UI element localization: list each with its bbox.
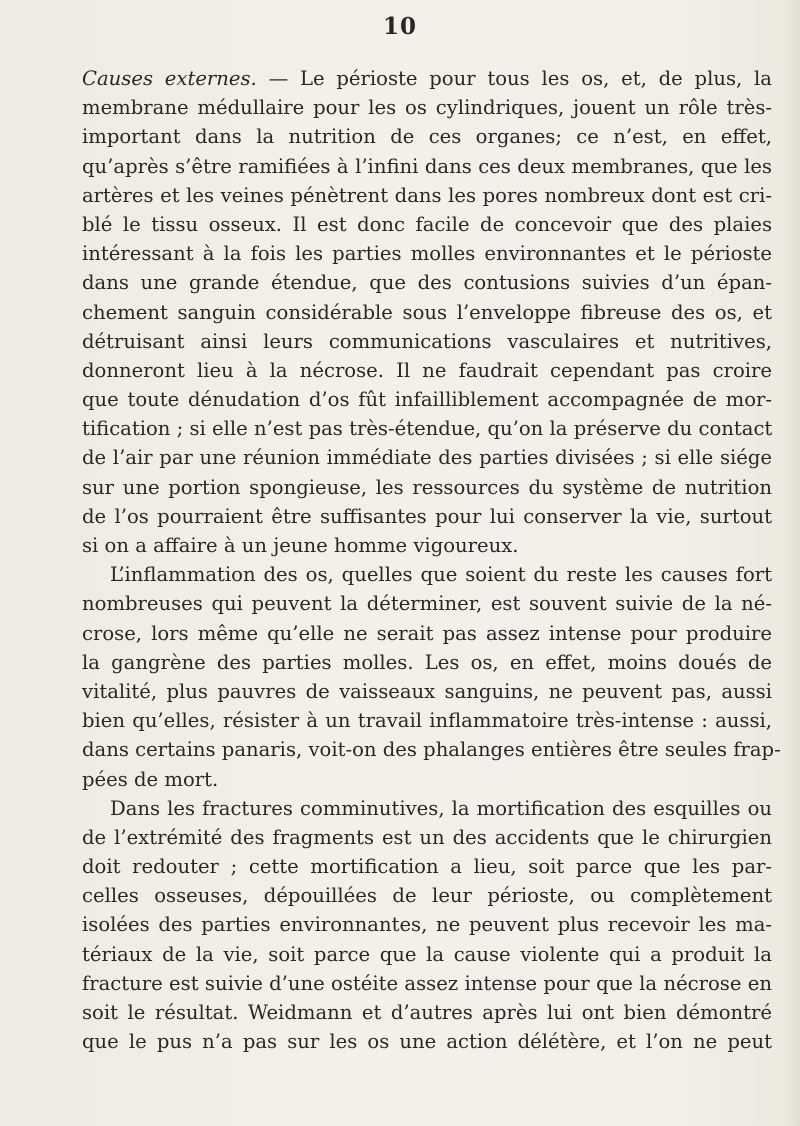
- text-line: de l’os pourraient être suffisantes pour lui conserver la vie, surtout: [82, 504, 772, 528]
- text-line: que toute dénudation d’os fût infailliblement accompagnée de mor-: [82, 388, 772, 412]
- text-line: celles osseuses, dépouillées de leur périoste, ou complètement: [82, 884, 772, 908]
- text-line: Dans les fractures comminutives, la mortification des esquilles ou: [110, 796, 772, 820]
- text-line: membrane médullaire pour les os cylindriques, jouent un rôle très-: [82, 96, 772, 120]
- page-edge-shadow: [786, 0, 800, 1126]
- text-line: tification ; si elle n’est pas très-étendue, qu’on la préserve du contact: [82, 417, 773, 441]
- text-line: vitalité, plus pauvres de vaisseaux sanguins, ne peuvent pas, aussi: [82, 679, 772, 703]
- text-line: pées de mort.: [82, 767, 219, 791]
- section-heading-italic: Causes externes.: [82, 67, 257, 90]
- text-line: la gangrène des parties molles. Les os, en effet, moins doués de: [82, 650, 772, 674]
- text-line: isolées des parties environnantes, ne peuvent plus recevoir les ma-: [82, 913, 772, 937]
- text-line: intéressant à la fois les parties molles environnantes et le périoste: [82, 242, 772, 266]
- text-line: fracture est suivie d’une ostéite assez intense pour que la nécrose en: [82, 971, 772, 995]
- text-line: tériaux de la vie, soit parce que la cause violente qui a produit la: [82, 942, 772, 966]
- text-line: détruisant ainsi leurs communications vasculaires et nutritives,: [82, 329, 772, 353]
- page-number: 10: [382, 13, 417, 40]
- text-line: si on a affaire à un jeune homme vigoureux.: [82, 534, 519, 557]
- text-line: dans une grande étendue, que des contusions suivies d’un épan-: [82, 271, 772, 295]
- text-line: artères et les veines pénètrent dans les pores nombreux dont est cri-: [82, 183, 772, 207]
- text-line: de l’air par une réunion immédiate des parties divisées ; si elle siége: [82, 446, 772, 470]
- text-line: crose, lors même qu’elle ne serait pas assez intense pour produire: [82, 621, 772, 645]
- text-line: sur une portion spongieuse, les ressources du système de nutrition: [82, 475, 772, 499]
- text-line: de l’extrémité des fragments est un des accidents que le chirurgien: [82, 825, 772, 849]
- text-line: qu’après s’être ramifiées à l’infini dans ces deux membranes, que les: [82, 154, 772, 178]
- text-line-continuation: — Le périoste pour tous les os, et, de plus, la: [256, 67, 772, 90]
- text-line: L’inflammation des os, quelles que soient du reste les causes fort: [110, 563, 772, 587]
- text-line: bien qu’elles, résister à un travail inflammatoire très-intense : aussi,: [82, 709, 772, 733]
- text-line: [82, 64, 772, 93]
- text-line: soit le résultat. Weidmann et d’autres après lui ont bien démontré: [82, 1001, 772, 1024]
- text-line: blé le tissu osseux. Il est donc facile de concevoir que des plaies: [82, 212, 772, 236]
- text-line: important dans la nutrition de ces organes; ce n’est, en effet,: [82, 125, 772, 149]
- text-line: que le pus n’a pas sur les os une action délétère, et l’on ne peut: [82, 1030, 772, 1054]
- page-body-text: [82, 64, 781, 1056]
- text-line: chement sanguin considérable sous l’enveloppe fibreuse des os, et: [82, 300, 772, 324]
- text-line: donneront lieu à la nécrose. Il ne faudrait cependant pas croire: [82, 358, 772, 382]
- text-line: dans certains panaris, voit-on des phalanges entières être seules frap-: [82, 738, 781, 762]
- text-line: nombreuses qui peuvent la déterminer, est souvent suivie de la né-: [82, 592, 772, 616]
- text-line: doit redouter ; cette mortification a lieu, soit parce que les par-: [82, 855, 772, 879]
